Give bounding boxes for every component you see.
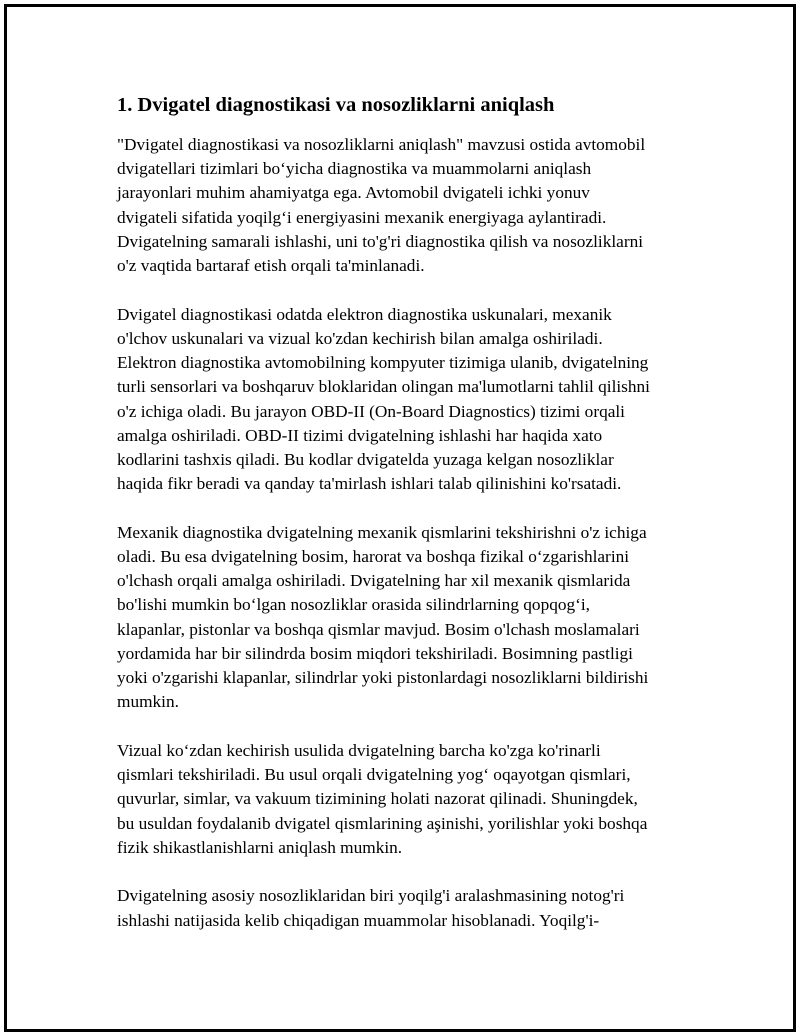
text-line: "Dvigatel diagnostikasi va nosozliklarni aniqlash" mavzusi ostida avtomobil: [117, 135, 646, 154]
text-line: dvigateli sifatida yoqilg‘i energiyasini mexanik energiyaga aylantiradi.: [117, 207, 607, 227]
section-heading: 1. Dvigatel diagnostikasi va nosozliklarni aniqlash: [117, 94, 555, 116]
text-line: Elektron diagnostika avtomobilning kompyuter tizimiga ulanib, dvigatelning: [117, 353, 649, 373]
text-line: jarayonlari muhim ahamiyatga ega. Avtomobil dvigateli ichki yonuv: [117, 183, 590, 203]
text-line: Dvigatelning samarali ishlashi, uni to'g'ri diagnostika qilish va nosozliklarni: [117, 231, 644, 251]
text-line: o'lchov uskunalari va vizual ko'zdan kechirish bilan amalga oshiriladi.: [117, 328, 603, 348]
text-line: Dvigatel diagnostikasi odatda elektron diagnostika uskunalari, mexanik: [117, 304, 612, 324]
text-line: Dvigatelning asosiy nosozliklaridan biri yoqilg'i aralashmasining notog'ri: [117, 886, 625, 906]
text-line: yordamida har bir silindrda bosim miqdori tekshiriladi. Bosimning pastligi: [117, 643, 633, 663]
text-line: mumkin.: [117, 692, 179, 712]
text-line: o'z ichiga oladi. Bu jarayon OBD-II (On-Board Diagnostics) tizimi orqali: [117, 401, 625, 421]
text-line: klapanlar, pistonlar va boshqa qismlar mavjud. Bosim o'lchash moslamalari: [117, 619, 640, 639]
text-line: haqida fikr beradi va qanday ta'mirlash ishlari talab qilinishini ko'rsatadi.: [117, 474, 622, 494]
paragraph-1: [117, 133, 697, 278]
text-line: fizik shikastlanishlarni aniqlash mumkin.: [117, 837, 403, 857]
text-line: o'lchash orqali amalga oshiriladi. Dvigatelning har xil mexanik qismlarida: [117, 571, 631, 591]
paragraph-5: [117, 884, 697, 932]
text-line: bo'lishi mumkin bo‘lgan nosozliklar orasida silindrlarning qopqog‘i,: [117, 595, 591, 615]
text-line: ishlashi natijasida kelib chiqadigan muammolar hisoblanadi. Yoqilg'i-: [117, 910, 600, 930]
text-line: turli sensorlari va boshqaruv bloklaridan olingan ma'lumotlarni tahlil qilishni: [117, 377, 650, 397]
text-line: oladi. Bu esa dvigatelning bosim, harorat va boshqa fizikal o‘zgarishlarini: [117, 547, 630, 567]
text-line: kodlarini tashxis qiladi. Bu kodlar dvigatelda yuzaga kelgan nosozliklar: [117, 449, 614, 469]
text-line: quvurlar, simlar, va vakuum tizimining holati nazorat qilinadi. Shuningdek,: [117, 789, 638, 809]
text-line: bu usuldan foydalanib dvigatel qismlarining aşinishi, yorilishlar yoki boshqa: [117, 813, 648, 833]
text-line: Vizual ko‘zdan kechirish usulida dvigatelning barcha ko'zga ko'rinarli: [117, 740, 601, 760]
text-line: Mexanik diagnostika dvigatelning mexanik qismlarini tekshirishni o'z ichiga: [117, 522, 647, 542]
paragraph-3: [117, 521, 697, 715]
text-line: amalga oshiriladi. OBD-II tizimi dvigatelning ishlashi har haqida xato: [117, 425, 603, 445]
paragraph-4: [117, 739, 697, 860]
paragraph-2: [117, 303, 697, 497]
text-line: o'z vaqtida bartaraf etish orqali ta'minlanadi.: [117, 256, 425, 276]
document-body: [117, 91, 697, 957]
text-line: dvigatellari tizimlari bo‘yicha diagnostika va muammolarni aniqlash: [117, 159, 592, 179]
text-line: qismlari tekshiriladi. Bu usul orqali dvigatelning yog‘ oqayotgan qismlari,: [117, 765, 631, 785]
text-line: yoki o'zgarishi klapanlar, silindrlar yoki pistonlardagi nosozliklarni bildirishi: [117, 668, 649, 688]
